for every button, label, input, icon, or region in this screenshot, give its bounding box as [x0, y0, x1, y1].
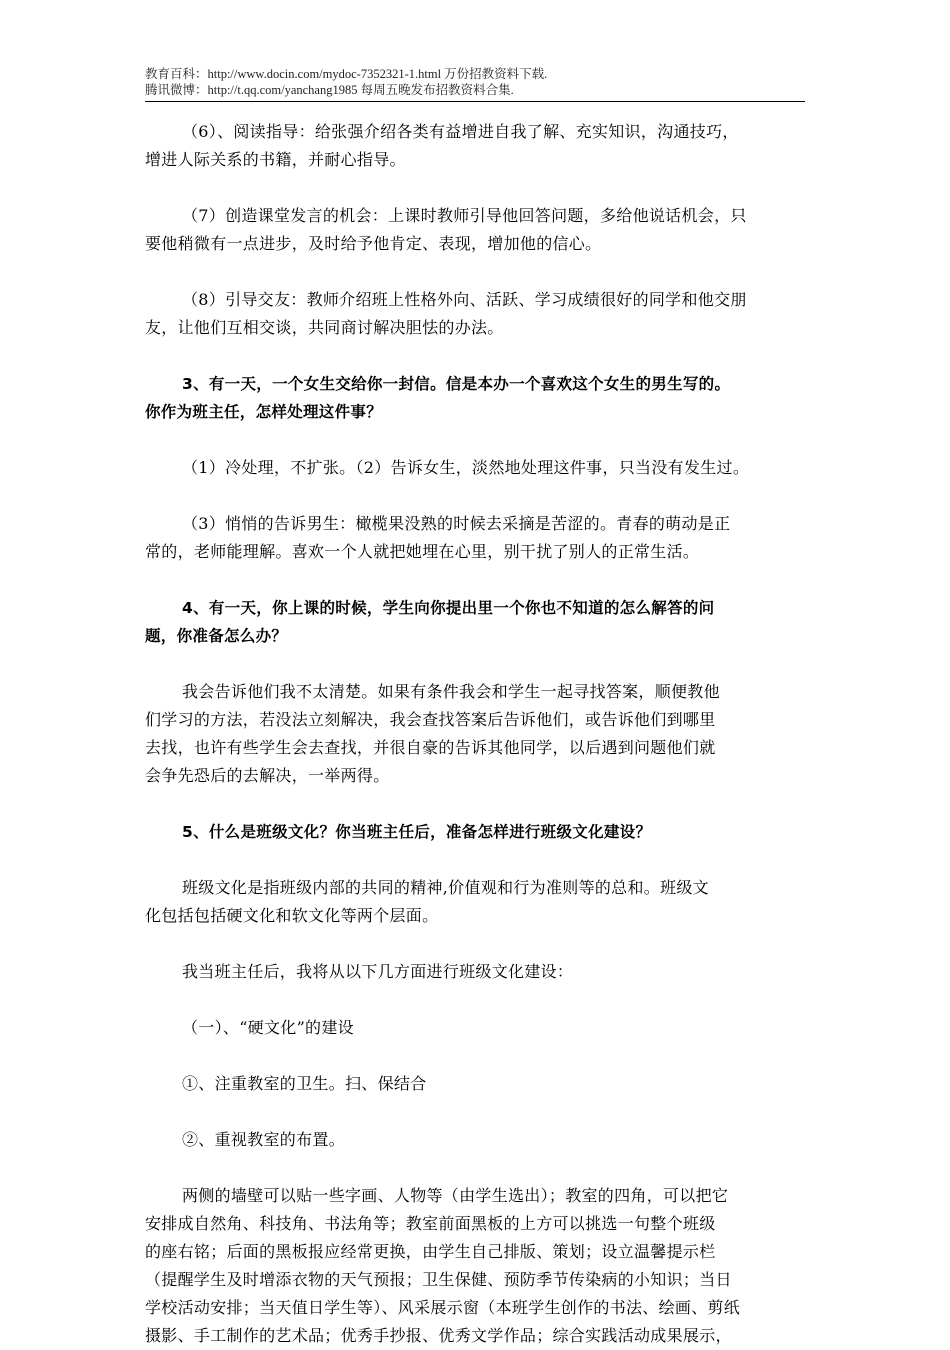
header-divider: [145, 101, 805, 102]
paragraph: （8）引导交友：教师介绍班上性格外向、活跃、学习成绩很好的同学和他交朋 友，让他们互相交谈，共同商讨解决胆怯的办法。: [145, 290, 747, 337]
paragraph: （6）、阅读指导：给张强介绍各类有益增进自我了解、充实知识，沟通技巧， 增进人际关系的书籍，并耐心指导。: [145, 122, 739, 169]
question-heading: 5、什么是班级文化？你当班主任后，准备怎样进行班级文化建设？: [182, 823, 652, 841]
paragraph: 班级文化是指班级内部的共同的精神,价值观和行为准则等的总和。班级文 化包括包括硬文化和软文化等两个层面。: [145, 878, 709, 925]
paragraph: ①、注重教室的卫生。扫、保结合: [182, 1074, 427, 1093]
paragraph: 我会告诉他们我不太清楚。如果有条件我会和学生一起寻找答案，顺便教他 们学习的方法，若没法立刻解决，我会查找答案后告诉他们，或告诉他们到哪里 去找，也许有些学生会去查找，并很自豪的告诉其他同学，以后遇到问题他们就 会争先恐后的去解决，一举两得。: [145, 682, 720, 785]
question-heading: 4、有一天，你上课的时候，学生向你提出里一个你也不知道的怎么解答的问 题，你准备怎么办？: [145, 599, 715, 645]
header-line-1: 教育百科：http://www.docin.com/mydoc-7352321-1.html 万份招教资料下载.: [145, 67, 548, 81]
question-heading: 3、有一天，一个女生交给你一封信。信是本办一个喜欢这个女生的男生写的。 你作为班主任，怎样处理这件事？: [145, 375, 731, 421]
paragraph: （一）、“硬文化”的建设: [182, 1018, 354, 1037]
paragraph: （7）创造课堂发言的机会：上课时教师引导他回答问题，多给他说话机会，只 要他稍微有一点进步，及时给予他肯定、表现，增加他的信心。: [145, 206, 747, 253]
paragraph: 两侧的墙壁可以贴一些字画、人物等（由学生选出）；教室的四角，可以把它 安排成自然角、科技角、书法角等；教室前面黑板的上方可以挑选一句整个班级 的座右铭；后面的黑板报应经常更换，由学生自己排版、策划；设立温馨提示栏 （提醒学生及时增添衣物的天气预报；卫生保健、预防季节传染病的小知识；当日 学校活动安排；当天值日学生等）、风采展示窗（本班学生创作的书法、绘画、剪纸 摄影、手工制作的艺术品；优秀手抄报、优秀文学作品；综合实践活动成果展示，: [145, 1186, 741, 1345]
header-line-2: 腾讯微博：http://t.qq.com/yanchang1985 每周五晚发布招教资料合集.: [145, 83, 514, 97]
page-header: [145, 66, 805, 98]
document-body: [145, 118, 817, 1350]
paragraph: ②、重视教室的布置。: [182, 1130, 346, 1149]
paragraph: 我当班主任后，我将从以下几方面进行班级文化建设：: [182, 962, 574, 981]
paragraph: （1）冷处理，不扩张。（2）告诉女生，淡然地处理这件事，只当没有发生过。: [182, 458, 750, 477]
paragraph: （3）悄悄的告诉男生：橄榄果没熟的时候去采摘是苦涩的。青春的萌动是正 常的，老师能理解。喜欢一个人就把她埋在心里，别干扰了别人的正常生活。: [145, 514, 731, 561]
